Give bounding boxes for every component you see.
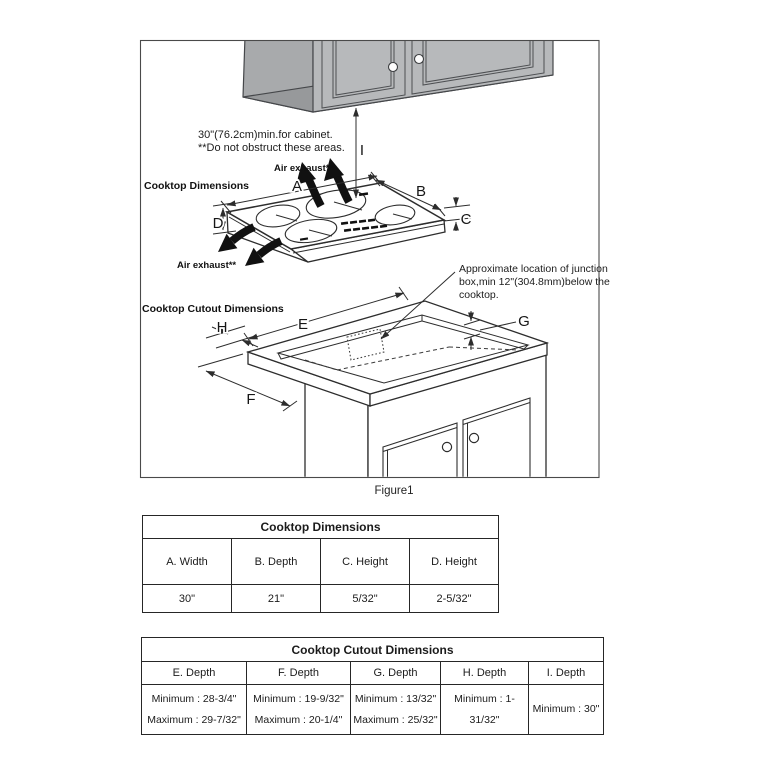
column-header: H. Depth [441, 662, 529, 685]
dim-label-c: C [460, 211, 472, 228]
table-value-row [143, 585, 499, 613]
column-header: F. Depth [247, 662, 351, 685]
column-header: A. Width [143, 539, 232, 585]
junction-note-line3: cooktop. [459, 289, 499, 301]
column-header: C. Height [321, 539, 410, 585]
cell-depth-f: Minimum : 19-9/32" Maximum : 20-1/4" [247, 685, 351, 735]
wall-cabinet-knob-left [389, 63, 398, 72]
junction-note-line2: box,min 12"(304.8mm)below the [459, 276, 610, 288]
cabinet-clearance-note-line1: 30"(76.2cm)min.for cabinet. [198, 129, 333, 141]
figure-drawing [198, 36, 553, 481]
table-header-row [143, 539, 499, 585]
base-cabinet-knob-left [442, 442, 451, 451]
wall-cabinet [243, 36, 553, 112]
dim-label-e: E [297, 316, 309, 333]
table-value-row [142, 685, 604, 735]
air-exhaust-label-left: Air exhaust** [177, 260, 237, 271]
section-label-cutout-dimensions: Cooktop Cutout Dimensions [142, 303, 284, 315]
cutout-dimensions-table [141, 637, 604, 735]
dim-label-b: B [415, 183, 427, 200]
column-header: I. Depth [529, 662, 604, 685]
dim-label-f: F [246, 391, 256, 408]
cabinet-clearance-note-line2: **Do not obstruct these areas. [198, 142, 345, 154]
table-header-row [142, 662, 604, 685]
wall-cabinet-front-face [313, 36, 553, 112]
column-header: E. Depth [142, 662, 247, 685]
cell-depth-i: Minimum : 30" [529, 685, 604, 735]
junction-note-line1: Approximate location of junction [459, 263, 608, 275]
cell-height-d: 2-5/32" [410, 585, 499, 613]
cell-depth-b: 21" [232, 585, 321, 613]
column-header: D. Height [410, 539, 499, 585]
figure-caption: Figure1 [374, 485, 414, 497]
air-exhaust-label-top: Air exhaust** [274, 163, 334, 174]
dim-label-g: G [518, 313, 530, 330]
column-header: G. Depth [351, 662, 441, 685]
dim-label-a: A [291, 178, 303, 195]
dim-label-h: H [216, 319, 228, 336]
cell-depth-h: Minimum : 1-31/32" [441, 685, 529, 735]
cell-depth-e: Minimum : 28-3/4" Maximum : 29-7/32" [142, 685, 247, 735]
wall-cabinet-knob-right [415, 55, 424, 64]
table-title: Cooktop Cutout Dimensions [142, 638, 604, 662]
cell-width-a: 30" [143, 585, 232, 613]
cooktop-dimensions-table [142, 515, 499, 613]
dim-label-d: D [212, 215, 224, 232]
cell-height-c: 5/32" [321, 585, 410, 613]
column-header: B. Depth [232, 539, 321, 585]
cell-depth-g: Minimum : 13/32" Maximum : 25/32" [351, 685, 441, 735]
table-title: Cooktop Dimensions [143, 516, 499, 539]
base-cabinet-knob-right [469, 433, 478, 442]
dimension-h [206, 326, 258, 348]
dim-label-i: I [359, 142, 365, 159]
section-label-cooktop-dimensions: Cooktop Dimensions [144, 180, 250, 192]
